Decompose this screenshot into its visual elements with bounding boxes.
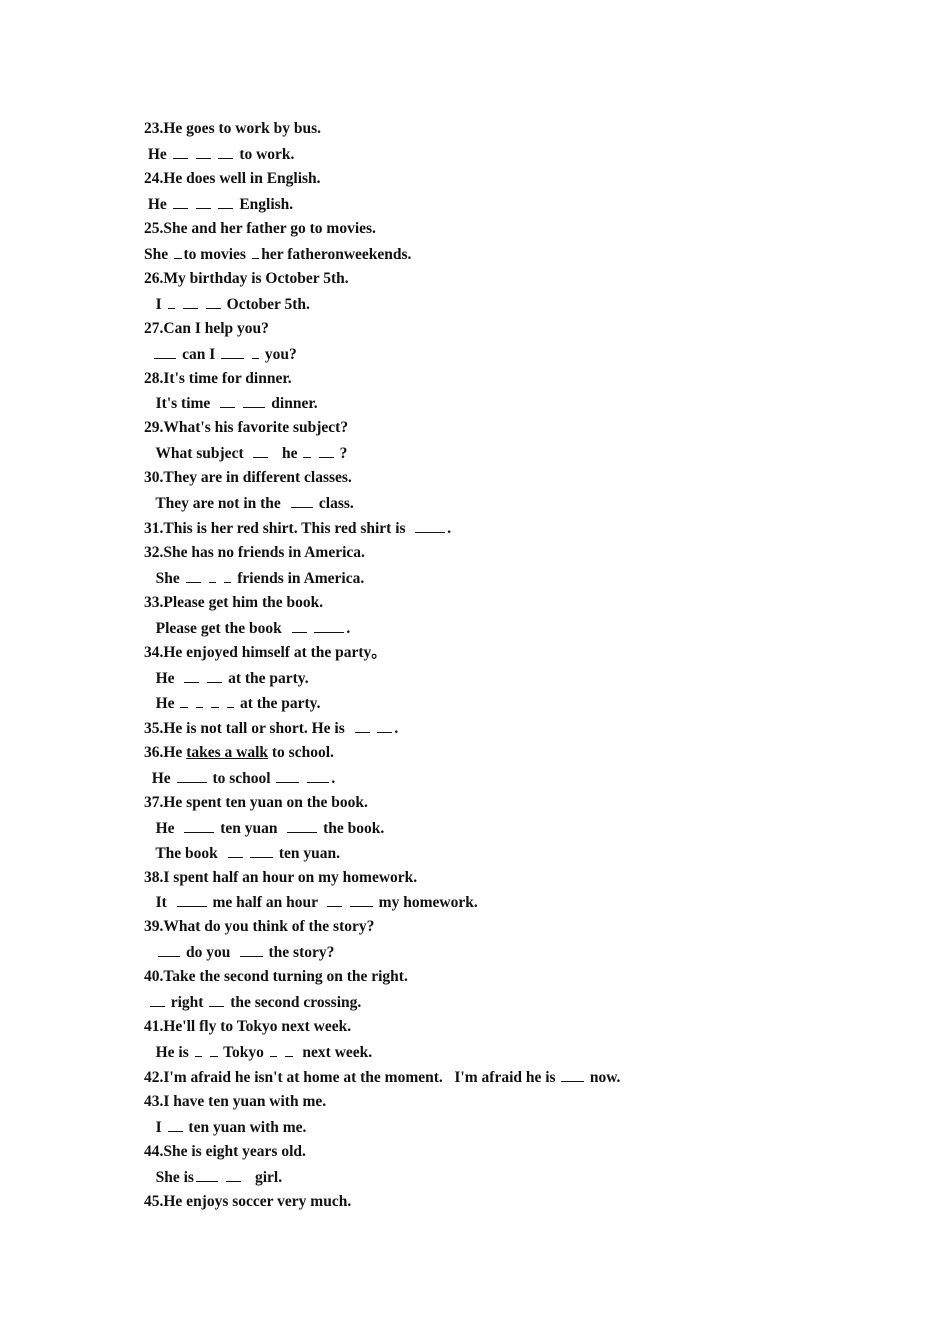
worksheet-line: 38.I spent half an hour on my homework. — [144, 868, 418, 886]
worksheet-line: 30.They are in different classes. — [144, 469, 352, 487]
worksheet-line: 36.He takes a walk to school. — [144, 743, 334, 761]
answer-blank[interactable] — [177, 892, 207, 907]
worksheet-line: 43.I have ten yuan with me. — [144, 1093, 327, 1111]
worksheet-line: I ten yuan with me. — [144, 1119, 307, 1136]
answer-blank[interactable] — [154, 344, 177, 359]
answer-blank[interactable] — [250, 843, 273, 858]
worksheet-line: 39.What do you think of the story? — [144, 918, 375, 936]
worksheet-line: Please get the book . — [144, 620, 351, 637]
answer-blank[interactable] — [276, 768, 299, 783]
worksheet-line: can I you? — [144, 344, 297, 364]
answer-blank[interactable] — [195, 1042, 203, 1057]
answer-blank[interactable] — [292, 618, 307, 633]
answer-blank[interactable] — [253, 443, 268, 458]
answer-blank[interactable] — [240, 942, 263, 957]
answer-blank[interactable] — [319, 443, 334, 458]
answer-blank[interactable] — [180, 693, 188, 708]
answer-blank[interactable] — [183, 294, 198, 309]
answer-blank[interactable] — [291, 493, 314, 508]
worksheet-line: 34.He enjoyed himself at the party。 — [144, 643, 387, 661]
answer-blank[interactable] — [350, 892, 373, 907]
answer-blank[interactable] — [252, 244, 260, 259]
answer-blank[interactable] — [228, 843, 243, 858]
worksheet-line: 42.I'm afraid he isn't at home at the moment. I'm afraid he is now. — [144, 1069, 621, 1087]
answer-blank[interactable] — [243, 393, 266, 408]
worksheet-line: 44.She is eight years old. — [144, 1142, 306, 1160]
answer-blank[interactable] — [177, 768, 207, 783]
worksheet-line: He is Tokyo next week. — [144, 1044, 373, 1062]
answer-blank[interactable] — [209, 568, 217, 583]
worksheet-line: 35.He is not tall or short. He is . — [144, 719, 399, 737]
worksheet-line: 33.Please get him the book. — [144, 594, 324, 612]
answer-blank[interactable] — [377, 718, 392, 733]
worksheet-line: I October 5th. — [144, 295, 310, 313]
answer-blank[interactable] — [415, 518, 445, 533]
answer-blank[interactable] — [206, 294, 221, 309]
worksheet-line: 27.Can I help you? — [144, 319, 269, 337]
answer-blank[interactable] — [220, 393, 235, 408]
answer-blank[interactable] — [211, 693, 219, 708]
answer-blank[interactable] — [150, 992, 165, 1007]
worksheet-line: 24.He does well in English. — [144, 169, 321, 187]
answer-blank[interactable] — [158, 942, 181, 957]
worksheet-line: 25.She and her father go to movies. — [144, 219, 376, 237]
answer-blank[interactable] — [224, 568, 232, 583]
worksheet-line: right the second crossing. — [144, 992, 361, 1012]
worksheet-line: She is girl. — [144, 1168, 283, 1186]
answer-blank[interactable] — [210, 1042, 218, 1057]
worksheet-line: He English. — [144, 195, 294, 213]
answer-blank[interactable] — [287, 818, 317, 833]
worksheet-line: It's time dinner. — [144, 395, 318, 413]
worksheet-line: 32.She has no friends in America. — [144, 544, 365, 562]
answer-blank[interactable] — [307, 768, 330, 783]
answer-blank[interactable] — [168, 294, 176, 309]
answer-blank[interactable] — [355, 718, 370, 733]
worksheet-line: What subject he ? — [144, 445, 348, 463]
answer-blank[interactable] — [184, 668, 199, 683]
answer-blank[interactable] — [227, 693, 235, 708]
worksheet-line: 29.What's his favorite subject? — [144, 419, 349, 437]
answer-blank[interactable] — [218, 194, 233, 209]
answer-blank[interactable] — [173, 194, 188, 209]
worksheet-line: He to work. — [144, 145, 295, 163]
answer-blank[interactable] — [327, 892, 342, 907]
worksheet-line: 45.He enjoys soccer very much. — [144, 1192, 352, 1210]
worksheet-line: 26.My birthday is October 5th. — [144, 269, 349, 287]
worksheet-line: She friends in America. — [144, 570, 365, 588]
worksheet-line: do you the story? — [144, 942, 334, 962]
answer-blank[interactable] — [196, 144, 211, 159]
worksheet-line: 31.This is her red shirt. This red shirt is . — [144, 520, 452, 538]
answer-blank[interactable] — [184, 818, 214, 833]
answer-blank[interactable] — [207, 668, 222, 683]
worksheet-line: He at the party. — [144, 694, 321, 712]
answer-blank[interactable] — [221, 344, 244, 359]
answer-blank[interactable] — [303, 443, 311, 458]
worksheet-line: 40.Take the second turning on the right. — [144, 968, 408, 986]
worksheet-line: The book ten yuan. — [144, 844, 340, 862]
answer-blank[interactable] — [196, 1167, 219, 1182]
answer-blank[interactable] — [209, 992, 224, 1007]
answer-blank[interactable] — [285, 1042, 293, 1057]
answer-blank[interactable] — [186, 568, 201, 583]
worksheet-line: He to school . — [144, 769, 336, 787]
worksheet-line: 41.He'll fly to Tokyo next week. — [144, 1018, 352, 1036]
answer-blank[interactable] — [314, 618, 344, 633]
answer-blank[interactable] — [252, 344, 260, 359]
answer-blank[interactable] — [218, 144, 233, 159]
answer-blank[interactable] — [174, 244, 182, 259]
answer-blank[interactable] — [173, 144, 188, 159]
answer-blank[interactable] — [561, 1067, 584, 1082]
worksheet-line: 28.It's time for dinner. — [144, 369, 292, 387]
worksheet-line: He ten yuan the book. — [144, 819, 385, 837]
answer-blank[interactable] — [270, 1042, 278, 1057]
answer-blank[interactable] — [196, 194, 211, 209]
worksheet-line: It me half an hour my homework. — [144, 894, 478, 912]
answer-blank[interactable] — [168, 1117, 183, 1132]
worksheet-line: She to movies her fatheronweekends. — [144, 245, 412, 263]
underlined-phrase: takes a walk — [186, 743, 269, 761]
answer-blank[interactable] — [226, 1167, 241, 1182]
worksheet-line: 37.He spent ten yuan on the book. — [144, 793, 368, 811]
worksheet-line: 23.He goes to work by bus. — [144, 120, 321, 137]
worksheet-line: He at the party. — [144, 669, 309, 687]
answer-blank[interactable] — [196, 693, 204, 708]
worksheet-line: They are not in the class. — [144, 495, 354, 513]
